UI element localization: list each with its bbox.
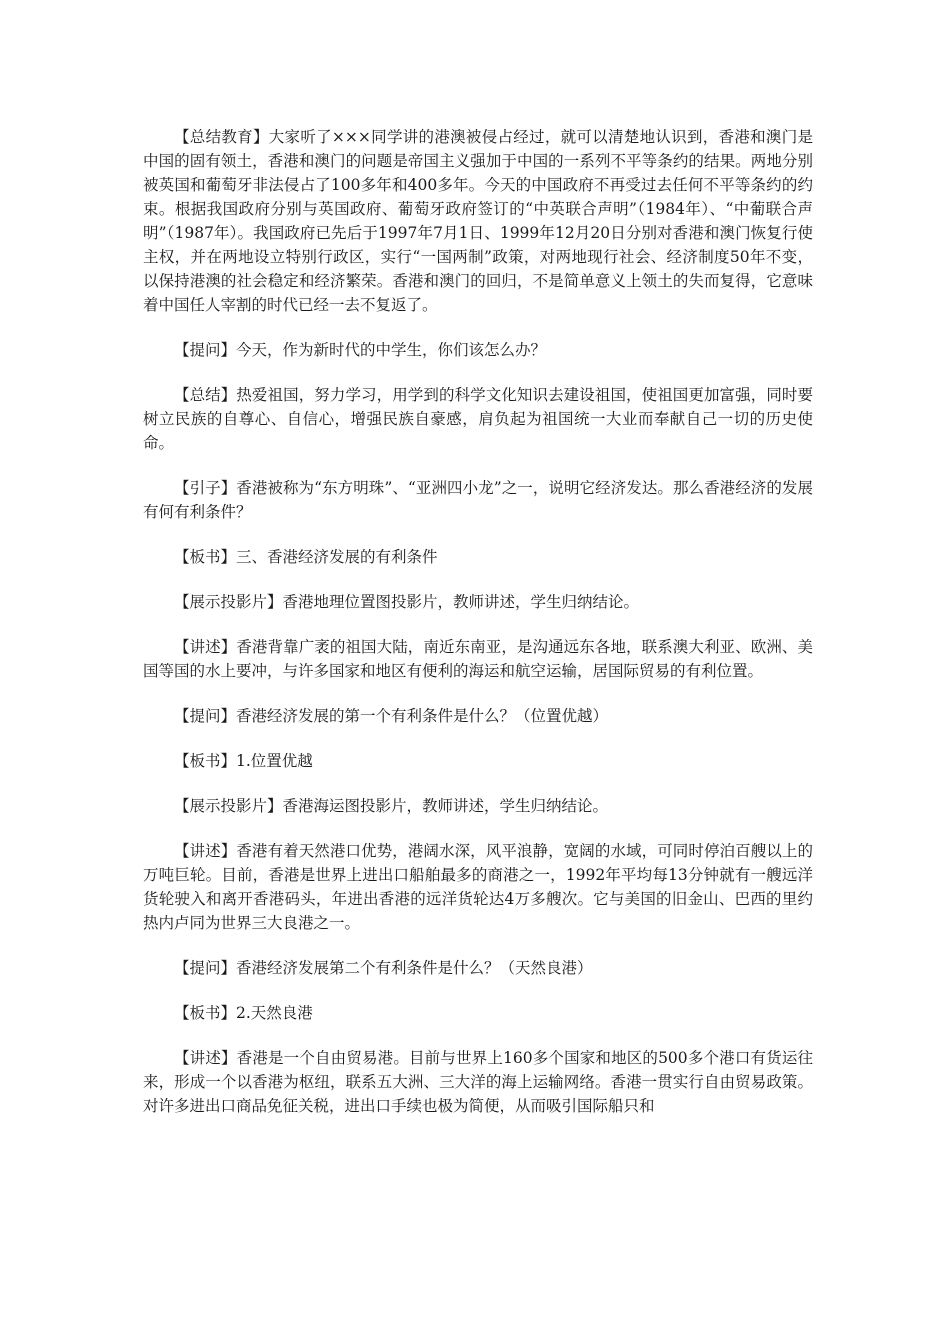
paragraph-question-students: 【提问】今天，作为新时代的中学生，你们该怎么办？ [174, 341, 547, 359]
paragraph-summary: 【总结】热爱祖国，努力学习，用学到的科学文化知识去建设祖国，使祖国更加富强，同时要树立民族的自尊心、自信心，增强民族自豪感，肩负起为祖国统一大业而奉献自己一切的历史使命。 [143, 386, 813, 452]
paragraph-summary-education: 【总结教育】大家听了×××同学讲的港澳被侵占经过，就可以清楚地认识到，香港和澳门是中国的固有领土，香港和澳门的问题是帝国主义强加于中国的一系列不平等条约的结果。两地分别被英国和葡萄牙非法侵占了100多年和400多年。今天的中国政府不再受过去任何不平等条约的约束。根据我国政府分别与英国政府、葡萄牙政府签订的“中英联合声明”（1984年）、“中葡联合声明”（1987年）。我国政府已先后于1997年7月1日、1999年12月20日分别对香港和澳门恢复行使主权，并在两地设立特别行政区，实行“一国两制”政策，对两地现行社会、经济制度50年不变，以保持港澳的社会稳定和经济繁荣。香港和澳门的回归，不是简单意义上领土的失而复得，它意味着中国任人宰割的时代已经一去不复返了。 [143, 128, 813, 314]
document-body [143, 125, 813, 1139]
paragraph-lecture-harbor: 【讲述】香港有着天然港口优势，港阔水深，风平浪静，宽阔的水域，可同时停泊百艘以上的万吨巨轮。目前，香港是世界上进出口船舶最多的商港之一，1992年平均每13分钟就有一艘远洋货轮驶入和离开香港码头，年进出香港的远洋货轮达4万多艘次。它与美国的旧金山、巴西的里约热内卢同为世界三大良港之一。 [143, 842, 813, 932]
paragraph-question-second-condition: 【提问】香港经济发展第二个有利条件是什么？（天然良港） [174, 959, 593, 977]
paragraph-show-slide-location: 【展示投影片】香港地理位置图投影片，教师讲述，学生归纳结论。 [174, 593, 640, 611]
paragraph-board-point-1: 【板书】1.位置优越 [174, 752, 313, 770]
paragraph-lecture-free-trade: 【讲述】香港是一个自由贸易港。目前与世界上160多个国家和地区的500多个港口有货运往来，形成一个以香港为枢纽，联系五大洲、三大洋的海上运输网络。香港一贯实行自由贸易政策。对许多进出口商品免征关税，进出口手续也极为简便，从而吸引国际船只和 [143, 1049, 813, 1115]
paragraph-board-point-2: 【板书】2.天然良港 [174, 1004, 313, 1022]
paragraph-lecture-location: 【讲述】香港背靠广袤的祖国大陆，南近东南亚，是沟通远东各地，联系澳大利亚、欧洲、美国等国的水上要冲，与许多国家和地区有便利的海运和航空运输，居国际贸易的有利位置。 [143, 638, 813, 680]
paragraph-question-first-condition: 【提问】香港经济发展的第一个有利条件是什么？（位置优越） [174, 707, 609, 725]
paragraph-show-slide-shipping: 【展示投影片】香港海运图投影片，教师讲述，学生归纳结论。 [174, 797, 609, 815]
paragraph-board-heading-3: 【板书】三、香港经济发展的有利条件 [174, 548, 438, 566]
paragraph-introduction: 【引子】香港被称为“东方明珠”、“亚洲四小龙”之一，说明它经济发达。那么香港经济的发展有何有利条件？ [143, 479, 813, 521]
